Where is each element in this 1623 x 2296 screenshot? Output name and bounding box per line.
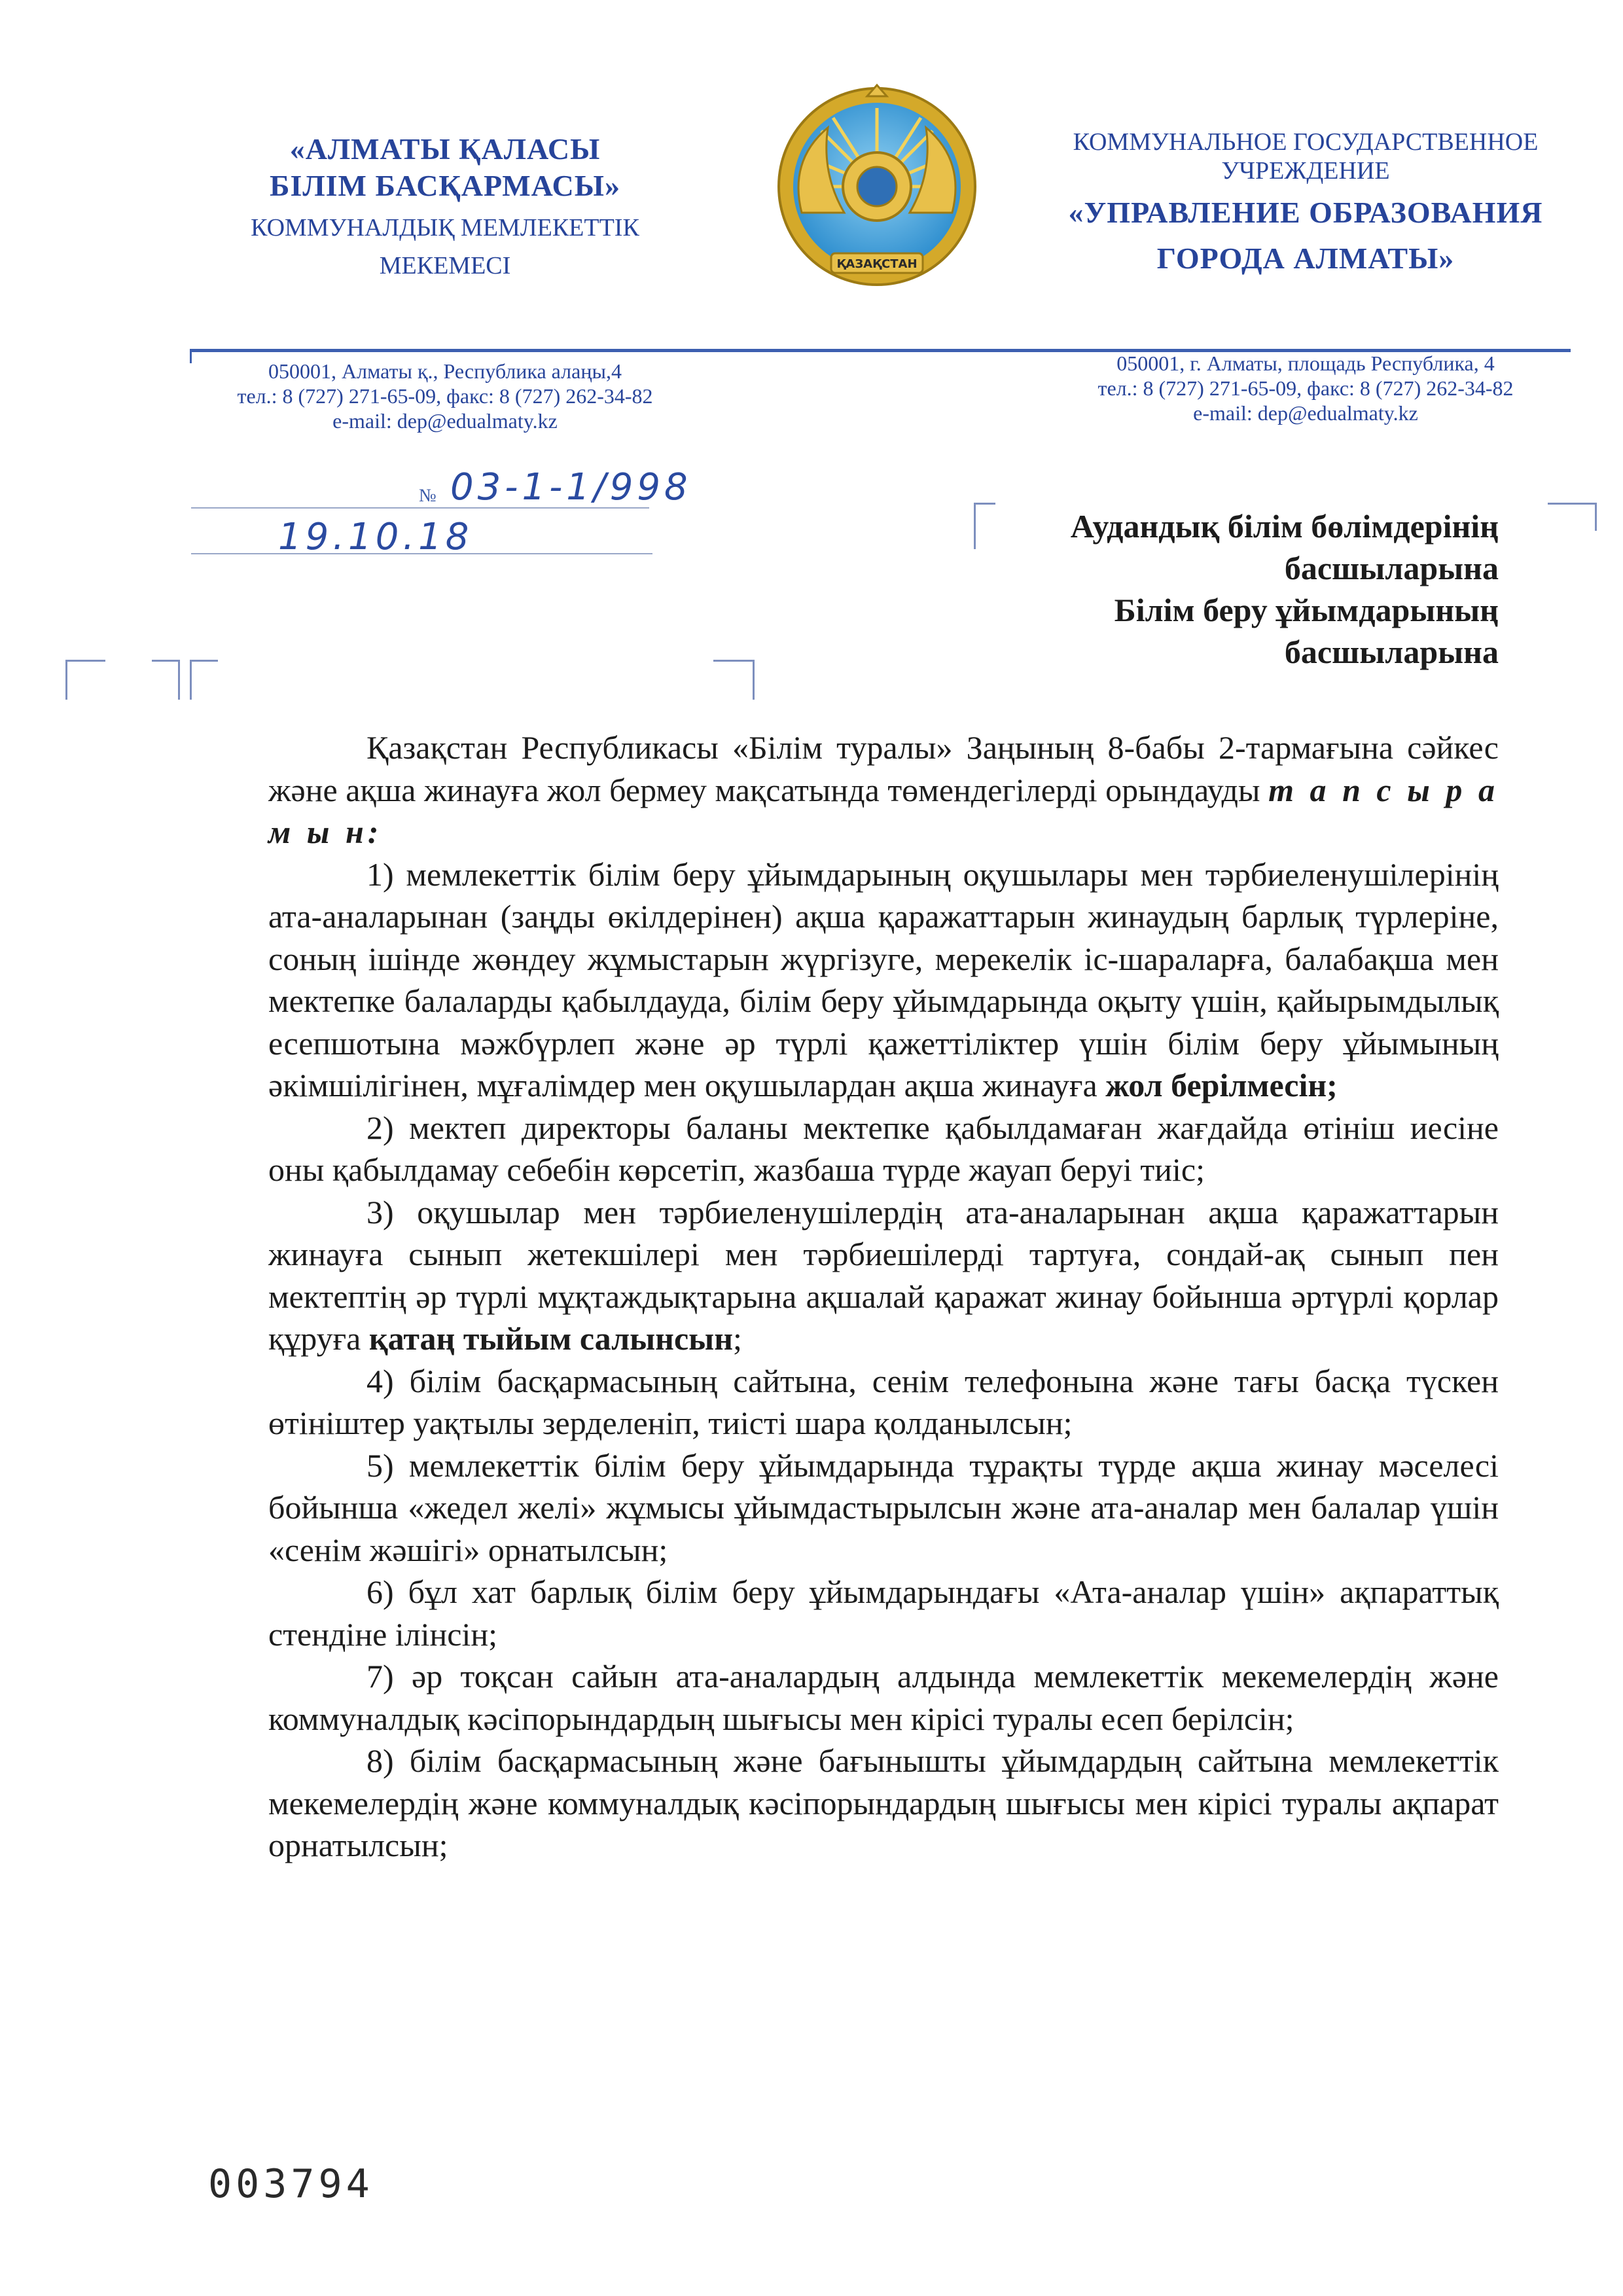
reg-date: 19.10.18 <box>278 516 473 558</box>
address-ru <box>1027 351 1584 425</box>
list-item <box>268 1444 1499 1571</box>
address-kz <box>190 359 700 433</box>
state-emblem <box>776 82 978 291</box>
header-right-block <box>1027 128 1584 277</box>
list-item <box>268 1655 1499 1740</box>
intro-text: Қазақстан Республикасы «Білім туралы» Заңының 8-бабы 2-тармағына сәйкес және ақша жинауға жол бермеу мақсатында төмендегілерді орындауды <box>268 729 1499 808</box>
serial-number: 003794 <box>208 2161 374 2207</box>
addressee-line1: Аудандық білім бөлімдерінің <box>1070 508 1499 545</box>
intro-directive: т а п с ы р а м ы н: <box>268 771 1499 850</box>
org-type-ru-line2: УЧРЕЖДЕНИЕ <box>1221 157 1390 185</box>
address-kz-phone: тел.: 8 (727) 271-65-09, факс: 8 (727) 262-34-82 <box>237 384 653 408</box>
list-item <box>268 1360 1499 1444</box>
list-item <box>268 1107 1499 1191</box>
addressee-line4: басшыларына <box>1284 634 1499 670</box>
reg-number: 03-1-1/998 <box>450 466 692 509</box>
state-emblem-icon <box>776 82 978 291</box>
list-item-text: 2) мектеп директоры баланы мектепке қабылдамаған жағдайда өтініш иесіне оны қабылдамау себебін көрсетіп, жазбаша түрде жауап беруі тиіс; <box>268 1109 1499 1188</box>
list-item-text: 7) әр тоқсан сайын ата-аналардың алдында мемлекеттік мекемелердің және коммуналдық кәсіпорындардың шығысы мен кірісі туралы есеп берілсін; <box>268 1658 1499 1737</box>
intro-paragraph <box>268 726 1499 853</box>
list-item-emphasis: қатаң тыйым салынсын <box>368 1320 734 1357</box>
list-item <box>268 853 1499 1107</box>
list-item-tail: ; <box>733 1320 742 1357</box>
list-item-text: 3) оқушылар мен тәрбиеленушілердің ата-аналарынан ақша қаражаттарын жинауға сынып жетекшілері мен тәрбиешілерді тартуға, сондай-ақ сынып пен мектептің әр түрлі мұқтаждықтарына ақшалай қаражат жинау бойынша әртүрлі қорлар құруға <box>268 1193 1499 1357</box>
list-item-text: 8) білім басқармасының және бағынышты ұйымдардың сайтына мемлекеттік мекемелердің және коммуналдық кәсіпорындардың шығысы мен кірісі туралы ақпарат орнатылсын; <box>268 1742 1499 1863</box>
address-ru-phone: тел.: 8 (727) 271-65-09, факс: 8 (727) 262-34-82 <box>1097 376 1514 400</box>
list-item-text: 1) мемлекеттік білім беру ұйымдарының оқушылары мен тәрбиеленушілерінің ата-аналарынан (заңды өкілдерінен) ақша қаражаттарын жинаудың барлық түрлеріне, соның ішінде жөндеу жұмыстарын жүргізуге, мерекелік іс-шараларға, балабақша мен мектепке балаларды қабылдауда, білім беру ұйымдарында оқыту үшін, қайырымдылық есепшотына мәжбүрлеп және әр түрлі қажеттіліктер үшін білім беру ұйымының әкімшілігінен, мұғалімдер мен оқушылардан ақша жинауға <box>268 855 1499 1103</box>
addressee-block <box>982 505 1499 673</box>
addressee-line2: басшыларына <box>1284 550 1499 586</box>
org-name-ru-line2: ГОРОДА АЛМАТЫ» <box>1156 242 1455 275</box>
corner-mark-right-address <box>713 660 755 700</box>
list-item <box>268 1191 1499 1360</box>
org-type-kz-line2: МЕКЕМЕСІ <box>379 252 511 279</box>
corner-mark-left-inner-2 <box>190 660 218 700</box>
addressee-line3: Білім беру ұйымдарының <box>1114 592 1499 628</box>
address-ru-email: e-mail: dep@edualmaty.kz <box>1193 401 1418 425</box>
letter-body <box>268 726 1499 1867</box>
reg-number-label: № <box>419 486 437 506</box>
org-name-ru-line1: «УПРАВЛЕНИЕ ОБРАЗОВАНИЯ <box>1068 196 1543 229</box>
address-kz-line1: 050001, Алматы қ., Республика алаңы,4 <box>268 359 622 383</box>
address-ru-line1: 050001, г. Алматы, площадь Республика, 4 <box>1116 351 1495 375</box>
corner-mark-addressee-right <box>1548 503 1597 531</box>
list-item <box>268 1740 1499 1867</box>
address-kz-email: e-mail: dep@edualmaty.kz <box>332 409 558 433</box>
emblem-banner-text: ҚАЗАҚСТАН <box>836 257 918 271</box>
corner-mark-top-left <box>65 660 105 700</box>
list-item-emphasis: жол берілмесін; <box>1105 1067 1338 1103</box>
header-left-block <box>196 131 694 280</box>
list-item-text: 4) білім басқармасының сайтына, сенім телефонына және тағы басқа түскен өтініштер уақтылы зерделеніп, тиісті шара қолданылсын; <box>268 1362 1499 1441</box>
org-type-kz-line1: КОММУНАЛДЫҚ МЕМЛЕКЕТТІК <box>251 214 639 242</box>
corner-mark-left-inner-1 <box>152 660 180 700</box>
list-item <box>268 1571 1499 1655</box>
list-item-text: 6) бұл хат барлық білім беру ұйымдарындағы «Ата-аналар үшін» ақпараттық стендіне ілінсін; <box>268 1573 1499 1653</box>
org-name-kz-line2: БІЛІМ БАСҚАРМАСЫ» <box>270 169 620 202</box>
org-type-ru-line1: КОММУНАЛЬНОЕ ГОСУДАРСТВЕННОЕ <box>1073 128 1539 156</box>
list-item-text: 5) мемлекеттік білім беру ұйымдарында тұрақты түрде ақша жинау мәселесі бойынша «жедел желі» жұмысы ұйымдастырылсын және ата-аналар мен балалар үшін «сенім жәшігі» орнатылсын; <box>268 1446 1499 1568</box>
org-name-kz-line1: «АЛМАТЫ ҚАЛАСЫ <box>289 132 601 166</box>
